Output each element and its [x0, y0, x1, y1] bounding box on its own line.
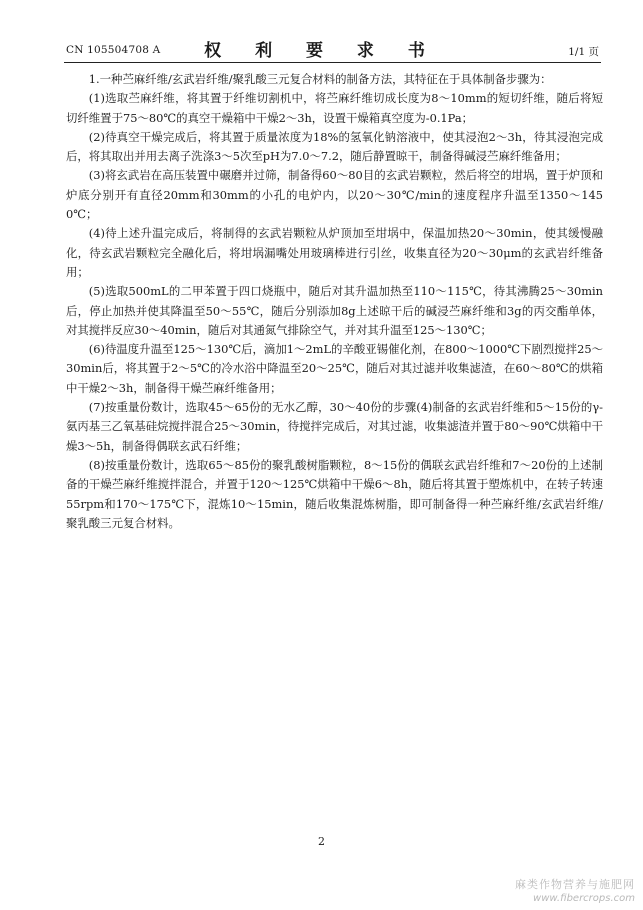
claim-step-4: (4)待上述升温完成后，将制得的玄武岩颗粒从炉顶加至坩埚中，保温加热20～30min，使其缓慢融化，待玄武岩颗粒完全融化后，将坩埚漏嘴处用玻璃棒进行引丝，收集直径为20～30μm的玄武岩纤维备用；	[66, 226, 603, 279]
page-indicator: 1/1 页	[568, 46, 599, 58]
claim-step-2: (2)待真空干燥完成后，将其置于质量浓度为18%的氢氧化钠溶液中，使其浸泡2～3h，待其浸泡完成后，将其取出并用去离子洗涤3～5次至pH为7.0～7.2，随后静置晾干，制备得碱浸苎麻纤维备用；	[66, 129, 603, 164]
claim-step-5: (5)选取500mL的二甲苯置于四口烧瓶中，随后对其升温加热至110～115℃，待其沸腾25～30min后，停止加热并使其降温至50～55℃，随后分别添加8g上述晾干后的碱浸苎麻纤维和3g的丙交酯单体，对其搅拌反应30～40min，随后对其通氮气排除空气，并对其升温至125～130℃；	[66, 284, 603, 337]
page-title: 权 利 要 求 书	[204, 41, 439, 61]
header-divider	[64, 62, 601, 63]
claim-step-7: (7)按重量份数计，选取45～65份的无水乙醇，30～40份的步骤(4)制备的玄武岩纤维和5～15份的γ-氨丙基三乙氧基硅烷搅拌混合25～30min，待搅拌完成后，对其过滤，收集滤渣并置于80～90℃烘箱中干燥3～5h，制备得偶联玄武石纤维；	[66, 400, 603, 453]
watermark	[515, 878, 635, 906]
claims-body	[66, 70, 603, 533]
page-number: 2	[318, 835, 325, 848]
watermark-url: www.fibercrops.com	[533, 893, 635, 904]
claim-step-8: (8)按重量份数计，选取65～85份的聚乳酸树脂颗粒，8～15份的偶联玄武岩纤维和7～20份的上述制备的干燥苎麻纤维搅拌混合，并置于120～125℃烘箱中干燥6～8h，随后将其置于塑炼机中，在转子转速55rpm和170～175℃下，混炼10～15min，随后收集混炼树脂，即可制备得一种苎麻纤维/玄武岩纤维/聚乳酸三元复合材料。	[66, 457, 603, 530]
watermark-site-name: 麻类作物营养与施肥网	[515, 878, 635, 891]
claim-step-3: (3)将玄武岩在高压装置中碾磨并过筛，制备得60～80目的玄武岩颗粒，然后将空的坩埚，置于炉顶和炉底分别开有直径20mm和30mm的小孔的电炉内，以20～30℃/min的速度程序升温至1350～1450℃；	[66, 168, 603, 222]
claim-step-1: (1)选取苎麻纤维，将其置于纤维切割机中，将苎麻纤维切成长度为8～10mm的短切纤维，随后将短切纤维置于75～80℃的真空干燥箱中干燥2～3h，设置干燥箱真空度为-0.1Pa；	[66, 91, 603, 125]
claim-step-6: (6)待温度升温至125～130℃后，滴加1～2mL的辛酸亚锡催化剂，在800～1000℃下剧烈搅拌25～30min后，将其置于2～5℃的冷水浴中降温至20～25℃，随后对其过滤并收集滤渣，在60～80℃的烘箱中干燥2～3h，制备得干燥苎麻纤维备用；	[66, 342, 603, 395]
document-id: CN 105504708 A	[66, 44, 161, 56]
claim-intro: 1.一种苎麻纤维/玄武岩纤维/聚乳酸三元复合材料的制备方法，其特征在于具体制备步骤为：	[88, 72, 552, 86]
